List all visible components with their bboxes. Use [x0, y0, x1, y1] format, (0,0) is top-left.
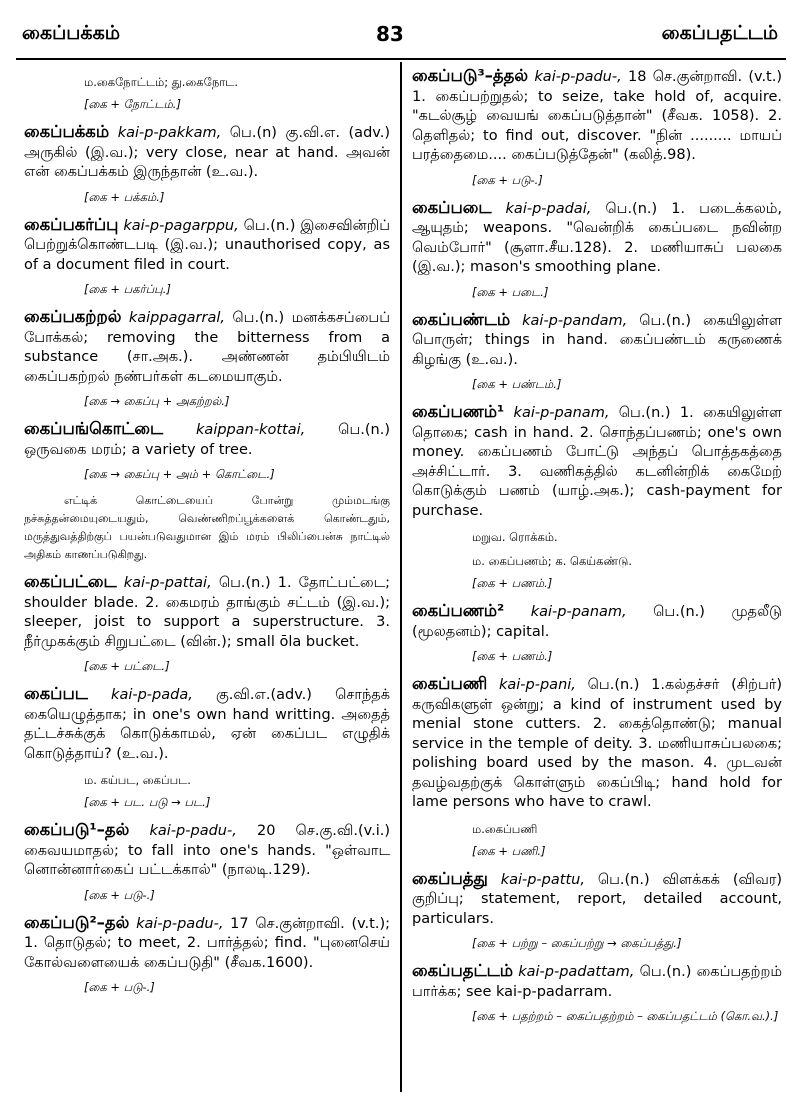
etymology-note: [கை + பகர்ப்பு.]	[84, 282, 171, 296]
entry-definition: பெ.(n.) 1. தோட்பட்டை; shoulder blade. 2. கைமரம் தாங்கும் சட்டம் (இ.வ.); sleeper, joist to support a superstructure. 3. நீர்முகக்கும் சிறுபட்டை (வின்.); small ōla bucket.	[24, 575, 391, 650]
entry-transliteration: kaippagarral,	[128, 310, 225, 326]
page-number: 83	[376, 22, 404, 46]
dictionary-entry	[412, 961, 782, 1002]
entry-definition: கு.வி.எ.(adv.) சொந்தக் கையெழுத்தாக; in one's own hand writting. அதைத் தட்டச்சுக்குக் கொடுக்காமல், ஏன் கைப்பட எழுதிக் கொடுத்தாய்? (உ.வ.).	[24, 687, 391, 762]
entry-transliteration: kai-p-pattai,	[123, 575, 212, 591]
dictionary-entry	[24, 684, 390, 764]
entry-definition: பெ.(n.) முதலீடு (மூலதனம்); capital.	[412, 604, 782, 640]
cognate-line: ம.கைப்பணி	[472, 821, 538, 836]
entry-transliteration: kai-p-padu-,	[149, 823, 237, 839]
entry-headword: கைப்பண்டம்	[412, 309, 511, 329]
entry-headword: கைப்படு²–தல்	[24, 912, 130, 932]
dictionary-entry	[24, 307, 390, 387]
dictionary-entry	[24, 122, 390, 183]
entry-headword: கைப்பணம்²	[412, 601, 505, 620]
etymology-note: [கை + படை.]	[472, 284, 549, 299]
cognate-line: ம. கைப்பணம்; க. கெய்கண்டு.	[472, 554, 633, 568]
entry-headword: கைப்பதட்டம்	[412, 961, 514, 980]
entry-transliteration: kai-p-pagarppu,	[123, 217, 239, 234]
entry-transliteration: kai-p-pakkam,	[117, 125, 222, 141]
entry-headword: கைப்பகர்ப்பு	[24, 214, 119, 234]
entry-headword: கைப்படு³–த்தல்	[412, 66, 529, 85]
etymology-note: [கை + பற்று – கைப்பற்று → கைப்பத்து.]	[472, 936, 682, 950]
etymology-note: [கை → கைப்பு + அம் + கொட்டை.]	[84, 467, 275, 481]
entry-transliteration: kai-p-panam,	[513, 405, 610, 421]
entry-definition: 17 செ.குன்றாவி. (v.t.); 1. தொடுதல்; to meet, 2. பார்த்தல்; find. "புனைசெய் கோல்வளையைக் கைப்படுதி" (சீவக.1600).	[24, 915, 390, 971]
entry-definition: பெ.(n.) விளக்கக் (விவர) குறிப்பு; statement, report, detailed account, particulars.	[412, 871, 783, 927]
dictionary-entry	[412, 674, 782, 813]
entry-headword: கைப்படு¹–தல்	[24, 820, 130, 839]
entry-definition: 18 செ.குன்றாவி. (v.t.) 1. கைப்பற்றுதல்; to seize, take hold of, acquire. "கடல்சூழ் வையங் கைப்படுத்தான்" (சீவக. 1058). 2. தெளிதல்; to find out, discover. "நின் ......... மாயப் பரத்தைமை.... கைப்படுத்தேன்" (கலித்.98).	[412, 69, 782, 163]
entry-headword: கைப்பணி	[412, 674, 488, 693]
entry-headword: கைப்பணம்¹	[412, 402, 505, 421]
entry-definition: பெ.(n.) கைப்பதற்றம் பார்க்க; see kai-p-padarram.	[412, 964, 782, 1000]
entry-headword: கைப்பங்கொட்டை	[24, 419, 164, 438]
etymology-note: [கை → கைப்பு + அகற்றல்.]	[84, 394, 230, 408]
etymology-note: [கை + பட்டை.]	[84, 659, 170, 673]
etymology-note: [கை + படு-.]	[84, 980, 155, 994]
entry-definition: பெ.(n.) 1. கையிலுள்ள தொகை; cash in hand. 2. சொந்தப்பணம்; one's own money. கைப்பணம் போட்டு அந்தப் பொத்தகத்தை அச்சிட்டார். 3. வணிகத்தில் கடனின்றிக் கைமேற் கொடுக்கும் பணம் (யாழ்.அக.); cash-payment for purchase.	[412, 405, 782, 519]
etymology-note: [கை + பண்டம்.]	[472, 377, 562, 391]
cognate-line: ம.கைநோட்டம்; து.கைநோட.	[84, 75, 239, 89]
right-column	[412, 66, 782, 1034]
entry-headword: கைப்பக்கம்	[24, 122, 110, 141]
entry-remark: எட்டிக் கொட்டையைப் போன்று மும்மடங்கு நச்சுத்தன்மையுடையதும், வெண்ணிறப்பூக்களைக் கொண்டதும், மருத்துவத்திற்குப் பயன்படுவதுமான இம் மரம் பிலிப்பைன்சு நாட்டில் அதிகம் காணப்படுகிறது.	[24, 494, 390, 561]
etymology-note: [கை + பதற்றம் – கைப்பதற்றம் – கைப்பதட்டம் (கொ.வ.).]	[472, 1009, 779, 1023]
entry-transliteration: kaippan-kottai,	[196, 422, 306, 438]
guide-word-right: கைப்பதட்டம்	[661, 22, 778, 44]
column-divider	[400, 62, 402, 1092]
etymology-note: [கை + நோட்டம்.]	[84, 97, 181, 111]
etymology-note: [கை + படு-.]	[84, 887, 155, 902]
entry-headword: கைப்பத்து	[412, 868, 488, 888]
entry-transliteration: kai-p-padattam,	[518, 964, 635, 980]
entry-definition: பெ.(n.) 1.கல்தச்சர் (சிற்பர்) கருவிகளுள் ஒன்று; a kind of instrument used by menial stone cutters. 2. கைத்தொண்டு; manual service in the temple of deity. 3. மணியாசுப்பலகை; polishing board used by the mason. 4. முடவன் தவழ்வதற்குக் கொள்ளும் கைப்பிடி; hand hold for lame persons who have to crawl.	[412, 677, 783, 810]
entry-transliteration: kai-p-pani,	[499, 677, 576, 693]
etymology-note: [கை + பட. படு → பட.]	[84, 795, 211, 809]
entry-transliteration: kai-p-pandam,	[522, 312, 628, 329]
etymology-note: [கை + பக்கம்.]	[84, 189, 165, 204]
dictionary-entry	[24, 572, 390, 652]
dictionary-entry	[24, 820, 390, 881]
entry-definition: பெ.(n) கு.வி.எ. (adv.) அருகில் (இ.வ.); very close, near at hand. அவன் என் கைப்பக்கம் இருந்தான் (உ.வ.).	[24, 125, 390, 180]
entry-transliteration: kai-p-pada,	[111, 687, 193, 703]
dictionary-entry	[24, 215, 390, 276]
entry-headword: கைப்படை	[412, 197, 492, 217]
etymology-note: [கை + பணம்.]	[472, 649, 553, 663]
etymology-note: [கை + படு-.]	[472, 172, 543, 187]
dictionary-entry	[412, 66, 782, 166]
entry-definition: பெ.(n.) இசைவின்றிப் பெற்றுக்கொண்டபடி (இ.வ.); unauthorised copy, as of a document filed in court.	[24, 217, 390, 273]
dictionary-entry	[412, 869, 782, 930]
dictionary-entry	[412, 601, 782, 642]
guide-word-left: கைப்பக்கம்	[22, 22, 121, 44]
etymology-note: [கை + பணம்.]	[472, 576, 553, 590]
header-rule	[16, 58, 786, 60]
cognate-line: ம. கய்பட, கைப்பட.	[84, 773, 191, 787]
dictionary-entry	[24, 419, 390, 460]
left-column	[24, 66, 390, 1005]
entry-headword: கைப்பகற்றல்	[24, 307, 122, 326]
entry-definition: 20 செ.கு.வி.(v.i.) கைவயமாதல்; to fall into one's hands. "ஒள்வாட னொன்னார்கைப் பட்டக்கால்" (நாலடி.129).	[24, 823, 391, 878]
entry-definition: பெ.(n.) 1. படைக்கலம், ஆயுதம்; weapons. "வென்றிக் கைப்படை நவின்ற வெம்போர்" (சூளா.சீய.128). 2. மணியாசுப் பலகை (இ.வ.); mason's smoothing plane.	[412, 200, 783, 275]
page-header	[0, 0, 800, 60]
dictionary-entry	[24, 913, 390, 974]
entry-definition: பெ.(n.) கையிலுள்ள பொருள்; things in hand. கைப்பண்டம் கருணைக் கிழங்கு (உ.வ.).	[412, 312, 782, 368]
dictionary-entry	[412, 402, 782, 521]
cognate-line: மறுவ. ரொக்கம்.	[472, 530, 558, 544]
entry-headword: கைப்பட	[24, 684, 88, 703]
dictionary-entry	[412, 310, 782, 371]
entry-definition: பெ.(n.) ஒருவகை மரம்; a variety of tree.	[24, 422, 390, 458]
entry-definition: பெ.(n.) மனக்கசப்பைப் போக்கல்; removing the bitterness from a substance (சா.அக.). அண்ணன் தம்பியிடம் கைப்பகற்றல் நண்பர்கள் கடமையாகும்.	[24, 310, 390, 385]
dictionary-entry	[412, 198, 782, 278]
etymology-note: [கை + பணி.]	[472, 843, 546, 858]
entry-transliteration: kai-p-panam,	[530, 604, 627, 620]
entry-transliteration: kai-p-padu-,	[534, 69, 622, 85]
entry-transliteration: kai-p-padai,	[505, 200, 592, 217]
entry-transliteration: kai-p-pattu,	[500, 871, 585, 888]
entry-transliteration: kai-p-padu-,	[136, 915, 224, 932]
entry-headword: கைப்பட்டை	[24, 572, 117, 591]
